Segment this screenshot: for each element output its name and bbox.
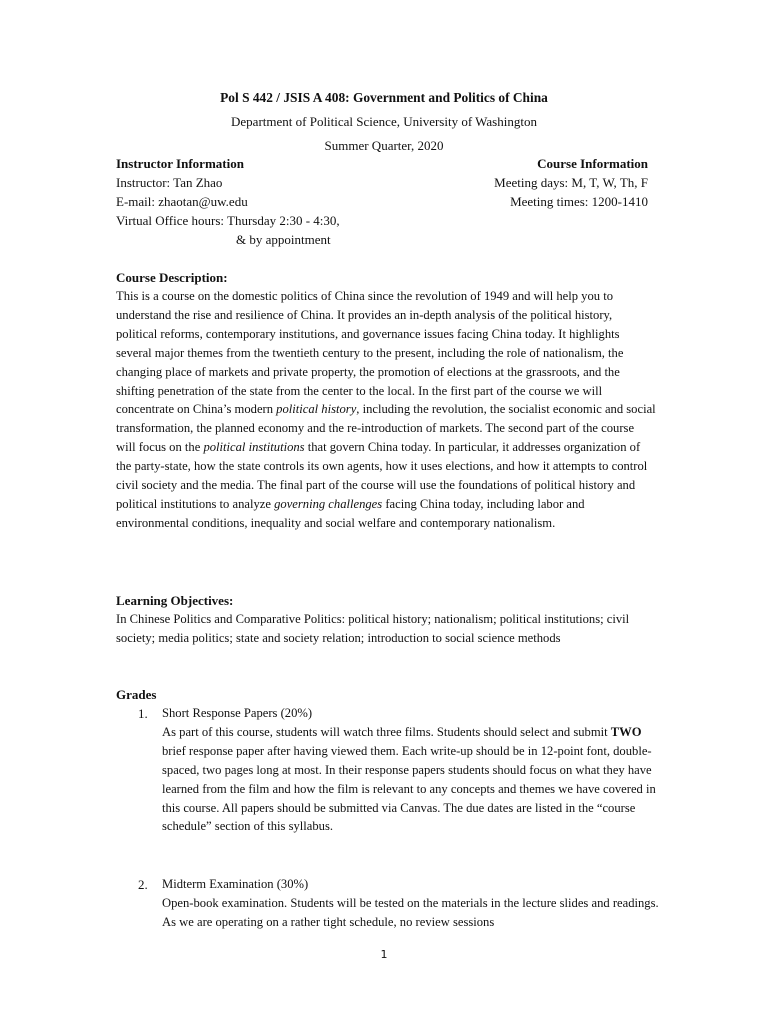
grade-item-text: As part of this course, students will watch three films. Students should select and submit TWO brief response paper after having viewed them. Each write-up should be in 12-point font, double-spaced, two pages long at most. In their response papers students should focus on what they have learned from the film and how the film is relevant to any concepts and themes we have covered in this course. All papers should be submitted via Canvas. The due dates are listed in the “course schedule” section of this syllabus. (162, 724, 656, 834)
grade-item-short-response (162, 704, 662, 836)
grade-item-text: Open-book examination. Students will be tested on the materials in the lecture slides and readings. As we are operating on a rather tight schedule, no review sessions (162, 895, 659, 929)
grade-item-number: 2. (138, 877, 148, 892)
grade-item-title: Short Response Papers (20%) (162, 706, 313, 720)
appointment-line: & by appointment (236, 232, 331, 247)
meeting-days: Meeting days: M, T, W, Th, F (494, 175, 648, 190)
page-number: 1 (380, 948, 388, 961)
instructor-email: E-mail: zhaotan@uw.edu (116, 194, 248, 209)
objectives-body: In Chinese Politics and Comparative Politics: political history; nationalism; political institutions; civil society; media politics; state and society relation; introduction to social science methods (116, 612, 630, 645)
description-body: This is a course on the domestic politics of China since the revolution of 1949 and will help you to understand the rise and resilience of China. It provides an in-depth analysis of the political history, political reforms, contemporary institutions, and governance issues facing China today. It highlights several major themes from the twentieth century to the present, including the role of nationalism, the changing place of markets and private property, the promotion of elections at the grassroots, and the shifting penetration of the state from the center to the local. In the first part of the course we will concentrate on China’s modern political history, including the revolution, the socialist economic and social transformation, the planned economy and the re-introduction of markets. The second part of the course will focus on the political institutions that govern China today. In particular, it addresses organization of the party-state, how the state controls its own agents, how it uses elections, and how it attempts to control civil society and the media. The final part of the course will use the foundations of political history and political institutions to analyze governing challenges facing China today, including labor and environmental conditions, inequality and social welfare and contemporary nationalism. (116, 289, 656, 530)
meeting-times: Meeting times: 1200-1410 (510, 194, 648, 209)
objectives-heading: Learning Objectives: (116, 593, 234, 608)
grades-heading: Grades (116, 687, 157, 702)
grade-item-title: Midterm Examination (30%) (162, 877, 309, 891)
instructor-name: Instructor: Tan Zhao (116, 175, 223, 190)
description-heading: Course Description: (116, 270, 228, 285)
quarter-line: Summer Quarter, 2020 (324, 138, 444, 153)
emphasis-political-history: political history (276, 402, 357, 417)
office-hours: Virtual Office hours: Thursday 2:30 - 4:30, (116, 213, 340, 228)
emphasis-political-institutions: political institutions (203, 440, 305, 455)
department-line: Department of Political Science, University of Washington (231, 114, 537, 129)
grade-item-midterm (162, 875, 662, 932)
course-title: Pol S 442 / JSIS A 408: Government and Politics of China (220, 90, 548, 105)
grade-item-number: 1. (138, 706, 148, 721)
emphasis-governing-challenges: governing challenges (274, 496, 383, 511)
course-info-heading: Course Information (537, 156, 648, 171)
instructor-heading: Instructor Information (116, 156, 244, 171)
